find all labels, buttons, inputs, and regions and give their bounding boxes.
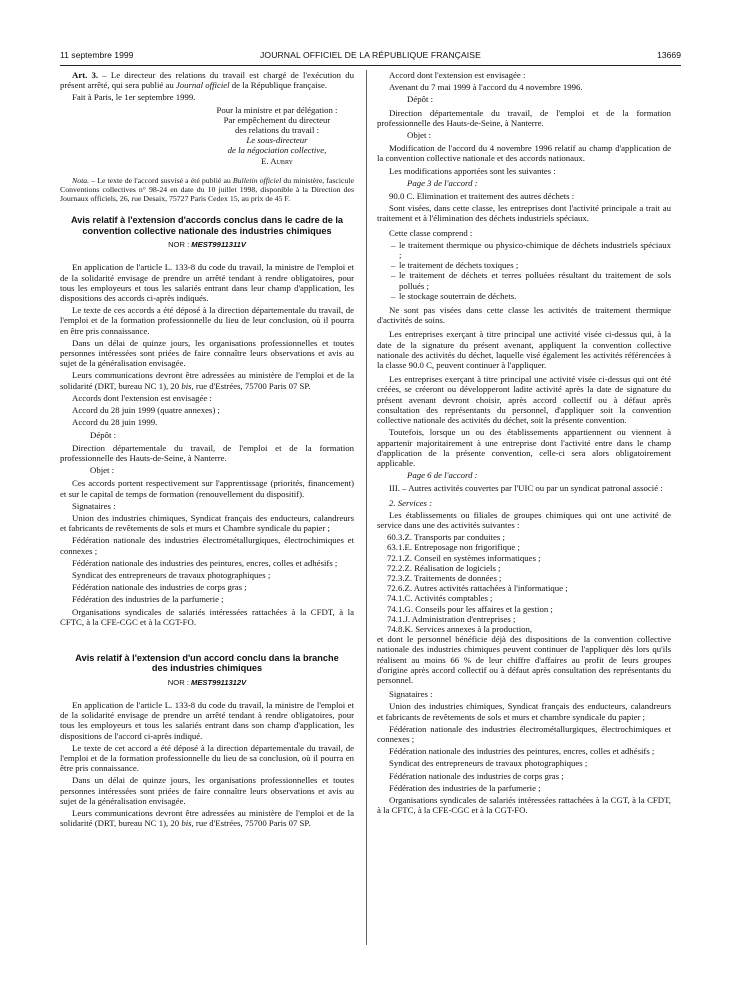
entreprises-1: Les entreprises exerçant à titre principal une activité visée ci-dessus qui, à la date de la signature du présent avenant, appliquent la convention collective nationale des activités du déchet, laquelle visé également les activités référencées à la classe 90.0 C, peuvent continuer à l'appliquer. (377, 329, 671, 371)
dash-icon: – (391, 239, 396, 250)
avis-1-p2: Le texte de ces accords a été déposé à la direction départementale du travail, de l'emploi et de la formation professionnelle du lieu de leur conclusion, où il pourra en être pris connaissance. (60, 305, 354, 336)
nota-text-1: – Le texte de l'accord susvisé a été publié au (89, 175, 233, 185)
nota (60, 176, 354, 204)
nota-label: Nota. (72, 175, 90, 185)
signataire-6: Fédération des industries de la parfumerie ; (72, 594, 224, 605)
etablissements: Les établissements ou filiales de groupes chimiques qui ont une activité de service dans une des activités suivantes : (377, 509, 671, 530)
avis-2-nor (60, 678, 354, 688)
header-page-number: 13669 (657, 50, 681, 60)
right-column (377, 70, 671, 817)
signature-block (200, 105, 354, 166)
depot-label: Dépôt : (407, 94, 434, 105)
objet-label: Objet : (407, 130, 432, 141)
signataire-4: Syndicat des entrepreneurs de travaux photographiques ; (72, 569, 271, 580)
article-3-journal: Journal officiel (175, 80, 230, 91)
avis-1-p3: Dans un délai de quinze jours, les organisations professionnelles et toutes personnes intéressées sont priées de faire connaître leurs observations et avis au sujet de la généralisation envisagée. (60, 337, 354, 369)
sig-name: E. Aubry (261, 155, 293, 166)
code-item: 74.1.C. Activités comptables ; (387, 593, 493, 604)
objet-text: Ces accords portent respectivement sur l'apprentissage (priorités, financement) et sur le capital de temps de formation (renouvellement du dispositif). (60, 478, 354, 499)
modifications: Les modifications apportées sont les suivantes : (389, 165, 556, 176)
code-item: 72.1.Z. Conseil en systèmes informatiques ; (387, 552, 541, 563)
dash-icon: – (391, 270, 396, 281)
code-item: 72.6.Z. Autres activités rattachées à l'informatique ; (387, 583, 568, 594)
sig-line-4: Le sous-directeur (246, 135, 308, 146)
bullet-3 (377, 270, 671, 290)
signataire-2: Fédération nationale des industries électrométallurgiques, électrochimiques et connexes ; (377, 723, 671, 744)
signataire-3: Fédération nationale des industries des peintures, encres, colles et adhésifs ; (389, 746, 655, 757)
signataire-5: Fédération nationale des industries de corps gras ; (389, 770, 564, 781)
dash-icon: – (391, 290, 396, 301)
article-3-text: – Le directeur des relations du travail est chargé de l'exécution du présent arrêté, qui sera publié au (60, 70, 354, 91)
objet-text: Modification de l'accord du 4 novembre 1996 relatif au champ d'application de la convention collective nationale et des accords nationaux. (377, 143, 671, 164)
signataire-4: Syndicat des entrepreneurs de travaux photographiques ; (389, 758, 588, 769)
signataire-5: Fédération nationale des industries de corps gras ; (72, 582, 247, 593)
accords-label: Accords dont l'extension est envisagée : (72, 392, 212, 403)
code-item: 60.3.Z. Transports par conduites ; (387, 532, 505, 543)
accord-1: Accord du 28 juin 1999 (quatre annexes) ; (72, 405, 220, 416)
services-heading: 2. Services : (389, 497, 433, 508)
bullet-1-text: le traitement thermique ou physico-chimique de déchets industriels spéciaux ; (399, 239, 671, 261)
p4-bis: bis, (181, 818, 194, 829)
header-journal-title: JOURNAL OFFICIEL DE LA RÉPUBLIQUE FRANÇAISE (260, 50, 481, 60)
page-3-heading: Page 3 de l'accord : (407, 177, 478, 188)
p4-b: rue d'Estrées, 75700 Paris 07 SP. (193, 818, 311, 829)
signataires-label: Signataires : (389, 689, 433, 700)
personnel: et dont le personnel bénéficie déjà des dispositions de la convention collective nationale des industries chimiques peuvent continuer de l'appliquer dès lors qu'ils réalisent au moins 66 % de leur chiffre d'affaires au profit de leurs groupes d'origine après accord collectif ou à défaut après consultation des représentants du personnel. (377, 634, 671, 685)
depot-text: Direction départementale du travail, de l'emploi et de la formation professionnelle des Hauts-de-Seine, à Nanterre. (377, 107, 671, 128)
avis-2-p3: Dans un délai de quinze jours, les organisations professionnelles et toutes personnes intéressées sont priées de faire connaître leurs observations et avis au sujet de la généralisation envisagée. (60, 775, 354, 806)
sig-line-2: Par empêchement du directeur (223, 114, 331, 125)
signataire-2: Fédération nationale des industries électrométallurgiques, électrochimiques et connexes ; (60, 535, 354, 556)
avis-1-title: Avis relatif à l'extension d'accords conclus dans le cadre de la convention collective nationale des industries chimiques (70, 215, 344, 236)
toutefois: Toutefois, lorsque un ou des établissements appartiennent ou viennent à appartenir majoritairement à une entreprise dont l'activité entre dans le champ d'application de la présente convention, celle-ci sera alors obligatoirement applicable. (377, 427, 671, 468)
bullet-3-text: le traitement de déchets et terres polluées résultant du traitement de sols pollués ; (399, 270, 671, 291)
avis-1-nor (60, 240, 354, 250)
bullet-1 (377, 240, 671, 260)
article-3-label: Art. 3. (72, 70, 99, 80)
p4-b: rue d'Estrées, 75700 Paris 07 SP. (193, 380, 311, 391)
avenant: Avenant du 7 mai 1999 à l'accord du 4 novembre 1996. (389, 82, 583, 93)
classe-comprend: Cette classe comprend : (389, 227, 473, 238)
entreprises-2: Les entreprises exerçant à titre principal une activité visée ci-dessus qui ont été créées, se créeront ou développeront ladite activité après la date de signature du présent avenant devront choisir, après accord collectif ou à défaut après consultation des représentants du personnel, d'appliquer soit la convention collective nationale des activités du déchet, soit la présente convention. (377, 374, 671, 426)
signataire-3: Fédération nationale des industries des peintures, encres, colles et adhésifs ; (72, 557, 338, 568)
accord-2: Accord du 28 juin 1999. (72, 417, 158, 428)
ne-sont-pas-visees: Ne sont pas visées dans cette classe les activités de traitement thermique d'activités de soins. (377, 305, 671, 326)
nor-label: NOR : (167, 677, 192, 687)
fait-a-paris: Fait à Paris, le 1er septembre 1999. (72, 92, 196, 103)
nor-code: MEST9911312V (191, 677, 247, 687)
code-item: 74.1.G. Conseils pour les affaires et la gestion ; (387, 603, 553, 614)
code-item: 72.3.Z. Traitements de données ; (387, 572, 502, 583)
bullet-2-text: le traitement de déchets toxiques ; (399, 260, 519, 271)
avis-1-p1: En application de l'article L. 133-8 du code du travail, la ministre de l'emploi et de la solidarité envisage de prendre un arrêté tendant à rendre obligatoires, pour tous les employeurs et tous les salariés entrant dans leur champ d'application, les dispositions des accords ci-après indiqués. (60, 262, 354, 304)
left-column (60, 70, 354, 830)
nor-code: MEST9911311V (191, 240, 246, 250)
column-divider (366, 70, 367, 945)
sont-visees: Sont visées, dans cette classe, les entreprises dont l'activité principale a trait au traitement et à l'élimination des déchets industriels spéciaux. (377, 203, 671, 224)
sig-line-1: Pour la ministre et par délégation : (216, 104, 338, 115)
signataire-7: Organisations syndicales de salariés intéressées rattachées à la CGT, à la CFDT, à la CFTC, à la CFE-CGC et à la CGT-FO. (377, 795, 671, 816)
sig-line-3: des relations du travail : (234, 125, 320, 136)
sig-line-5: de la négociation collective, (227, 145, 327, 156)
article-3-end: de la République française. (229, 80, 328, 91)
signataires-label: Signataires : (72, 500, 116, 511)
depot-text: Direction départementale du travail, de l'emploi et de la formation professionnelle des Hauts-de-Seine, à Nanterre. (60, 442, 354, 463)
signataire-6: Fédération des industries de la parfumerie ; (389, 782, 541, 793)
avis-2-p2: Le texte de cet accord a été déposé à la direction départementale du travail, de l'emploi et de la formation professionnelle du lieu de sa conclusion, où il pourra en être pris connaissance. (60, 742, 354, 774)
bullet-4-text: le stockage souterrain de déchets. (399, 290, 517, 301)
code-item: 74.1.J. Administration d'entreprises ; (387, 613, 516, 624)
article-3 (60, 70, 354, 90)
nota-text-2: du ministère, fascicule Conventions collectives n° 98-24 en date du 10 juillet 1998, disponible à la Direction des Journaux officiels, 26, rue Desaix, 75727 Paris Cedex 15, au prix de 45 F. (60, 175, 355, 204)
p4-a: Leurs communications devront être adressées au ministère de l'emploi et de la solidarité (DRT, bureau NC 1), 20 (60, 370, 354, 391)
objet-label: Objet : (90, 465, 115, 476)
signataire-1: Union des industries chimiques, Syndicat français des enducteurs, calandreurs et fabricants de revêtements de sols et murs et chambre syndicale du papier ; (377, 701, 671, 722)
avis-1-p4 (60, 370, 354, 390)
bullet-2 (377, 260, 671, 270)
signataire-7: Organisations syndicales de salariés intéressées rattachées à la CFDT, à la CFTC, à la CFE-CGC et à la CGT-FO. (60, 606, 354, 627)
p4-a: Leurs communications devront être adressées au ministère de l'emploi et de la solidarité (DRT, bureau NC 1), 20 (60, 808, 354, 829)
depot-label: Dépôt : (90, 429, 117, 440)
code-item: 74.8.K. Services annexes à la production, (387, 623, 533, 634)
avis-2-p4 (60, 808, 354, 828)
signataire-1: Union des industries chimiques, Syndicat français des enducteurs, calandreurs et fabricants de revêtements de sols et murs et Chambre syndicale du papier ; (60, 512, 354, 534)
p4-bis: bis, (181, 380, 194, 391)
avis-2-p1: En application de l'article L. 133-8 du code du travail, la ministre de l'emploi et de la solidarité envisage de prendre un arrêté tendant à rendre obligatoires, pour tous les employeurs et tous les salariés entrant dans son champ d'application, les dispositions de l'accord ci-après indiqué. (60, 699, 354, 741)
nota-bulletin: Bulletin officiel (232, 175, 282, 185)
page-6-heading: Page 6 de l'accord : (407, 470, 478, 481)
page-header (60, 50, 681, 64)
section-iii: III. – Autres activités couvertes par l'UIC ou par un syndicat patronal associé : (389, 483, 663, 494)
bullet-4 (377, 291, 671, 301)
dash-icon: – (391, 260, 396, 271)
header-date: 11 septembre 1999 (60, 50, 134, 60)
code-90-0-c: 90.0 C. Elimination et traitement des autres déchets : (389, 191, 575, 202)
nor-label: NOR : (168, 240, 192, 250)
avis-2-title: Avis relatif à l'extension d'un accord conclu dans la branche des industries chimiques (75, 652, 339, 674)
code-item: 72.2.Z. Réalisation de logiciels ; (387, 562, 501, 573)
code-item: 63.1.E. Entreposage non frigorifique ; (387, 542, 520, 553)
header-rule (60, 65, 681, 66)
accord-label: Accord dont l'extension est envisagée : (389, 70, 526, 80)
